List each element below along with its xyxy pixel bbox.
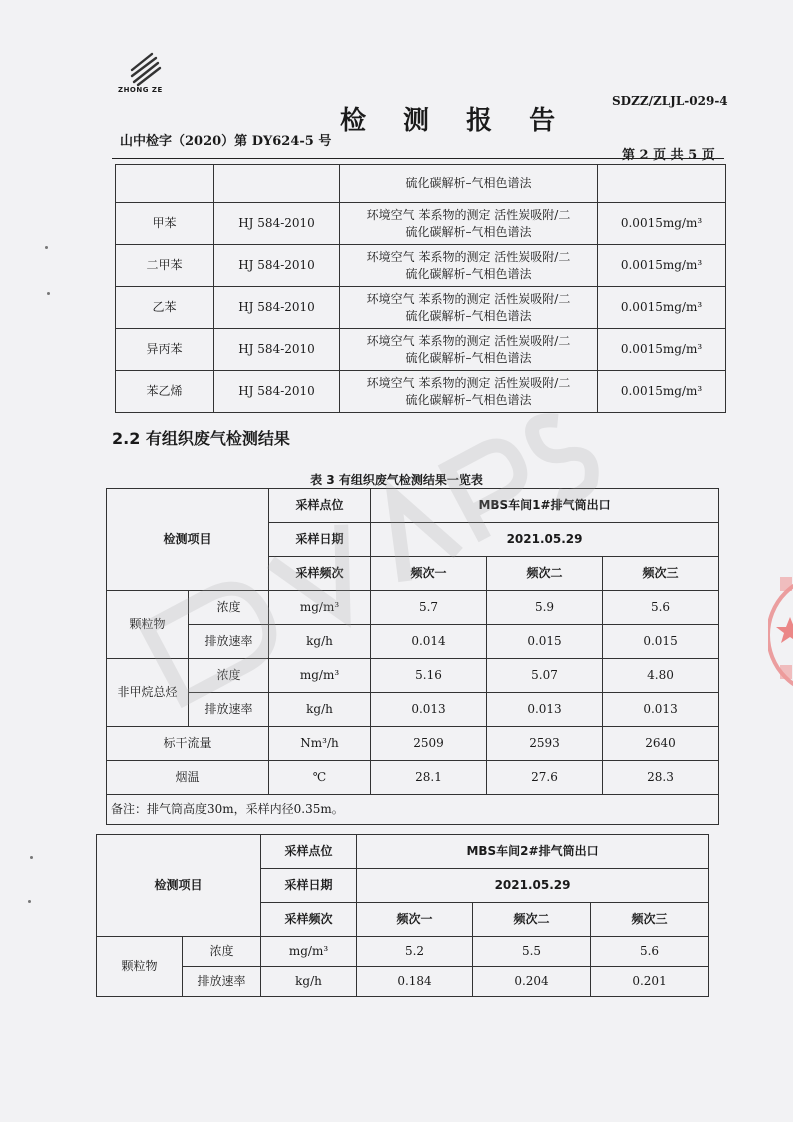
freq-header: 频次二 (487, 557, 603, 591)
value-cell: 2640 (603, 727, 719, 761)
table-note: 备注：排气筒高度30m，采样内径0.35m。 (107, 795, 719, 825)
freq-header: 频次一 (371, 557, 487, 591)
unit-cell: mg/m³ (269, 591, 371, 625)
freq-header: 频次三 (603, 557, 719, 591)
method-line: 环境空气 苯系物的测定 活性炭吸附/二 (366, 375, 571, 390)
limit-cell: 0.0015mg/m³ (598, 203, 726, 245)
method-line: 环境空气 苯系物的测定 活性炭吸附/二 (366, 291, 571, 306)
standard-cell: HJ 584-2010 (214, 203, 340, 245)
value-cell: 0.013 (487, 693, 603, 727)
limit-cell: 0.0015mg/m³ (598, 371, 726, 413)
value-cell: 0.014 (371, 625, 487, 659)
param-label: 浓度 (183, 937, 261, 967)
item-cell: 乙苯 (116, 287, 214, 329)
table-row (107, 727, 719, 761)
param-label: 浓度 (189, 591, 269, 625)
table-row (116, 203, 726, 245)
table-row (97, 967, 709, 997)
date-label: 采样日期 (269, 523, 371, 557)
value-cell: 0.013 (371, 693, 487, 727)
method-line: 环境空气 苯系物的测定 活性炭吸附/二 (366, 207, 571, 222)
unit-cell: ℃ (269, 761, 371, 795)
unit-cell: mg/m³ (261, 937, 357, 967)
value-cell: 5.16 (371, 659, 487, 693)
method-line: 硫化碳解析–气相色谱法 (405, 266, 532, 281)
table-row (107, 659, 719, 693)
method-cell (340, 329, 598, 371)
red-seal-icon (768, 565, 793, 705)
param-label: 烟温 (107, 761, 269, 795)
standard-cell: HJ 584-2010 (214, 371, 340, 413)
logo-text: ZHONG ZE (118, 86, 163, 94)
exhaust-results-table-2 (96, 834, 709, 997)
table-cell (214, 165, 340, 203)
method-cell (340, 287, 598, 329)
page-number: 第 2 页 共 5 页 (622, 148, 715, 163)
scan-speck (47, 292, 50, 295)
table-row (116, 245, 726, 287)
value-cell: 0.015 (603, 625, 719, 659)
method-line: 硫化碳解析–气相色谱法 (405, 392, 532, 407)
value-cell: 0.015 (487, 625, 603, 659)
section-heading: 2.2 有组织废气检测结果 (112, 429, 290, 448)
value-cell: 4.80 (603, 659, 719, 693)
value-cell: 0.204 (473, 967, 591, 997)
param-label: 排放速率 (189, 625, 269, 659)
param-label: 浓度 (189, 659, 269, 693)
limit-cell: 0.0015mg/m³ (598, 245, 726, 287)
method-line: 环境空气 苯系物的测定 活性炭吸附/二 (366, 249, 571, 264)
value-cell: 27.6 (487, 761, 603, 795)
report-number: 山中检字（2020）第 DY624-5 号 (120, 134, 332, 149)
exhaust-results-table-1-body (106, 488, 719, 825)
table-row (116, 371, 726, 413)
method-line: 硫化碳解析–气相色谱法 (405, 350, 532, 365)
point-label: 采样点位 (269, 489, 371, 523)
freq-label: 采样频次 (269, 557, 371, 591)
scan-speck (28, 900, 31, 903)
method-line: 环境空气 苯系物的测定 活性炭吸附/二 (366, 333, 571, 348)
param-label: 排放速率 (189, 693, 269, 727)
table-row (116, 287, 726, 329)
item-cell: 二甲苯 (116, 245, 214, 287)
table-caption: 表 3 有组织废气检测结果一览表 (310, 473, 483, 487)
value-cell: 28.3 (603, 761, 719, 795)
param-label: 排放速率 (183, 967, 261, 997)
table-row (97, 937, 709, 967)
value-cell: 0.184 (357, 967, 473, 997)
value-cell: 5.6 (591, 937, 709, 967)
table-row (107, 625, 719, 659)
pollutant-name: 非甲烷总烃 (107, 659, 189, 727)
unit-cell: Nm³/h (269, 727, 371, 761)
table-row (107, 693, 719, 727)
document-title: 检 测 报 告 (340, 106, 570, 136)
table-cell (598, 165, 726, 203)
unit-cell: mg/m³ (269, 659, 371, 693)
method-table (115, 164, 726, 413)
pollutant-name: 颗粒物 (107, 591, 189, 659)
method-cell (340, 203, 598, 245)
item-cell: 异丙苯 (116, 329, 214, 371)
table-row (107, 489, 719, 523)
method-cell: 硫化碳解析–气相色谱法 (340, 165, 598, 203)
point-value: MBS车间2#排气筒出口 (357, 835, 709, 869)
table-row (107, 761, 719, 795)
method-cell (340, 371, 598, 413)
param-label: 标干流量 (107, 727, 269, 761)
unit-cell: kg/h (269, 625, 371, 659)
freq-header: 频次三 (591, 903, 709, 937)
date-value: 2021.05.29 (357, 869, 709, 903)
date-label: 采样日期 (261, 869, 357, 903)
date-value: 2021.05.29 (371, 523, 719, 557)
value-cell: 0.013 (603, 693, 719, 727)
value-cell: 0.201 (591, 967, 709, 997)
value-cell: 5.5 (473, 937, 591, 967)
value-cell: 2509 (371, 727, 487, 761)
value-cell: 5.9 (487, 591, 603, 625)
table-cell (116, 165, 214, 203)
value-cell: 5.2 (357, 937, 473, 967)
unit-cell: kg/h (261, 967, 357, 997)
value-cell: 5.7 (371, 591, 487, 625)
value-cell: 5.07 (487, 659, 603, 693)
value-cell: 28.1 (371, 761, 487, 795)
header-divider (112, 158, 724, 159)
scan-speck (30, 856, 33, 859)
scan-speck (45, 246, 48, 249)
table-row (97, 835, 709, 869)
unit-cell: kg/h (269, 693, 371, 727)
limit-cell: 0.0015mg/m³ (598, 329, 726, 371)
freq-header: 频次一 (357, 903, 473, 937)
value-cell: 2593 (487, 727, 603, 761)
item-cell: 甲苯 (116, 203, 214, 245)
document-code: SDZZ/ZLJL-029-4 (612, 94, 728, 108)
pollutant-name: 颗粒物 (97, 937, 183, 997)
point-value: MBS车间1#排气筒出口 (371, 489, 719, 523)
item-header: 检测项目 (107, 489, 269, 591)
method-line: 硫化碳解析–气相色谱法 (405, 224, 532, 239)
item-header: 检测项目 (97, 835, 261, 937)
value-cell: 5.6 (603, 591, 719, 625)
item-cell: 苯乙烯 (116, 371, 214, 413)
table-row (107, 591, 719, 625)
method-cell (340, 245, 598, 287)
method-line: 硫化碳解析–气相色谱法 (405, 308, 532, 323)
table-row (116, 165, 726, 203)
table-row (116, 329, 726, 371)
point-label: 采样点位 (261, 835, 357, 869)
standard-cell: HJ 584-2010 (214, 329, 340, 371)
freq-header: 频次二 (473, 903, 591, 937)
limit-cell: 0.0015mg/m³ (598, 287, 726, 329)
table-row (107, 795, 719, 825)
standard-cell: HJ 584-2010 (214, 245, 340, 287)
freq-label: 采样频次 (261, 903, 357, 937)
standard-cell: HJ 584-2010 (214, 287, 340, 329)
